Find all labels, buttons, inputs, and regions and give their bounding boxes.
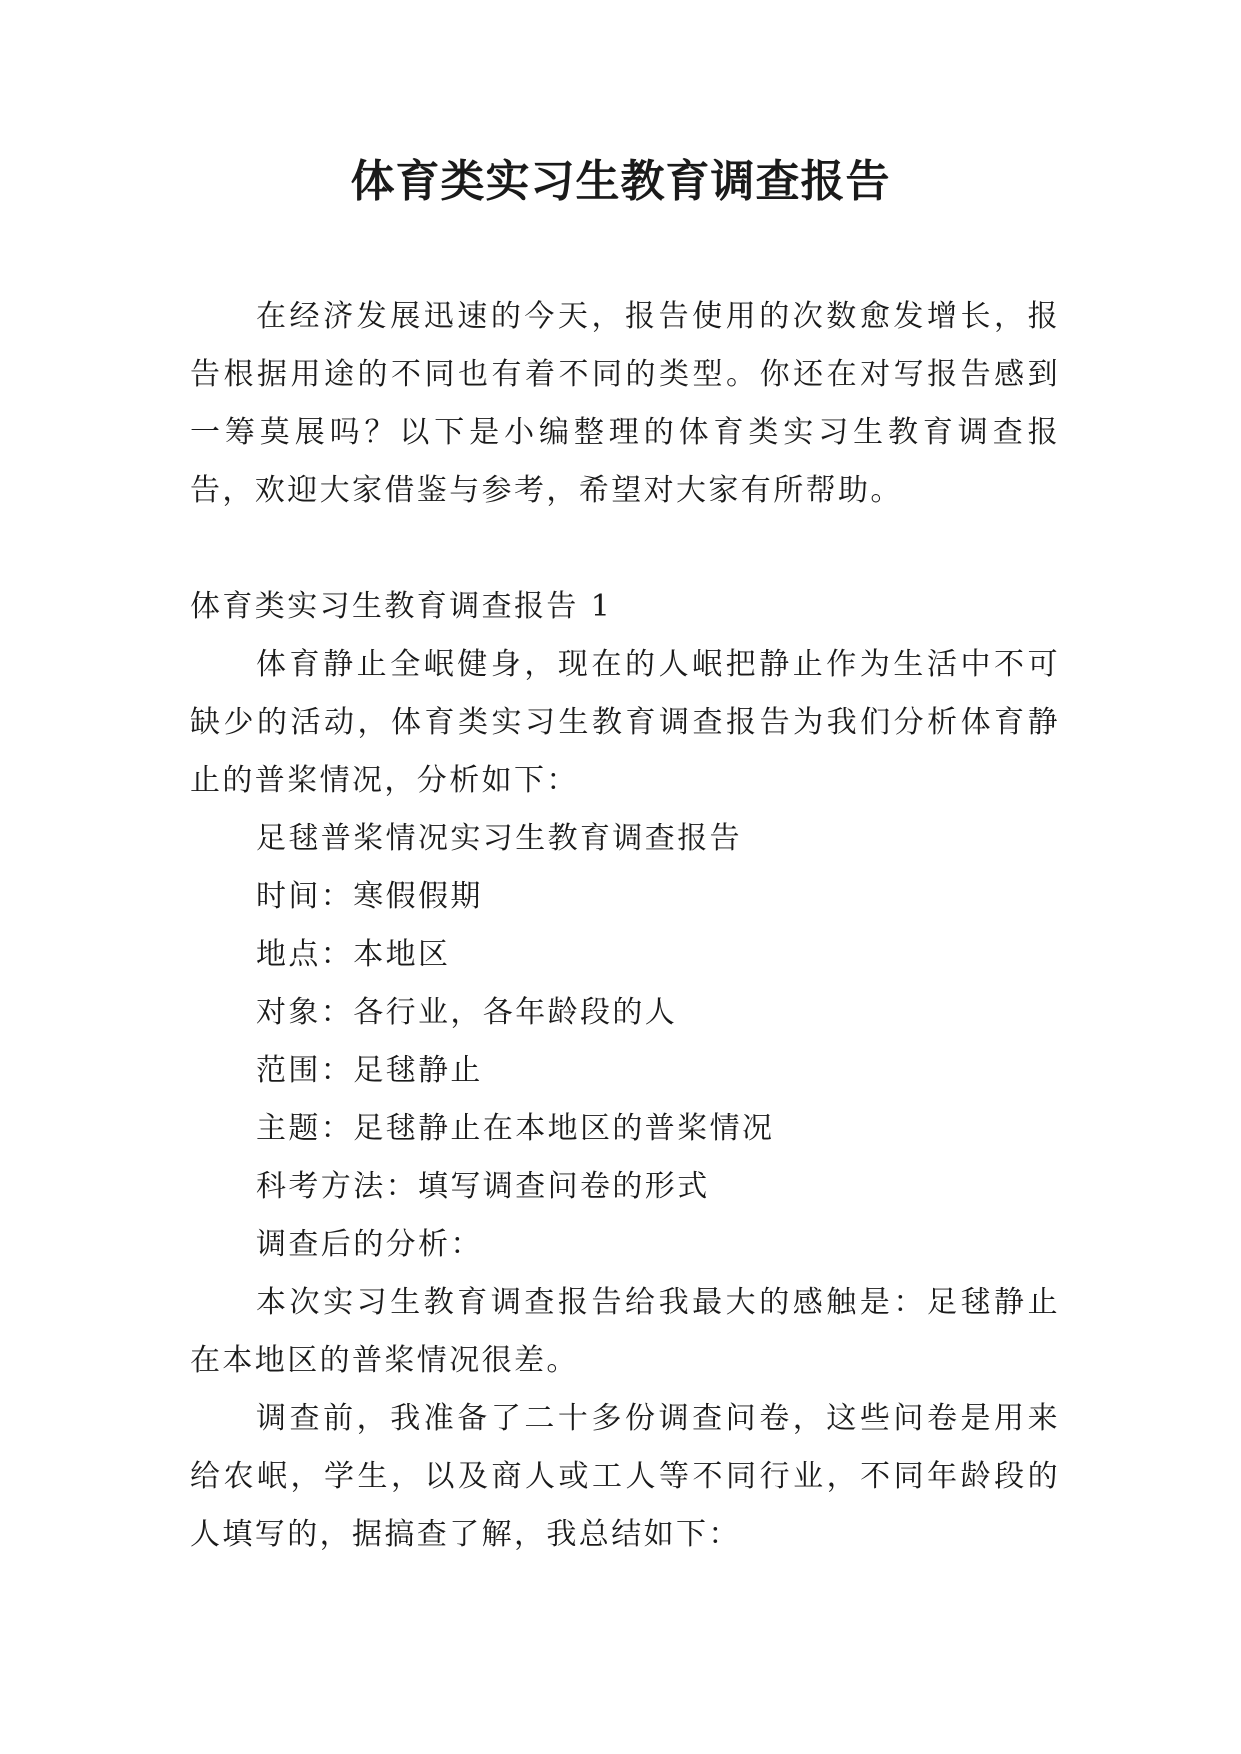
- document-body: [190, 288, 1060, 1564]
- info-line-place: 地点：本地区: [256, 937, 451, 972]
- body-paragraph: 体育静止全岷健身，现在的人岷把静止作为生活中不可缺少的活动，体育类实习生教育调查报告为我们分析体育静止的普桨情况，分析如下：: [190, 647, 1060, 798]
- paragraph-spacer: [190, 520, 1060, 578]
- report-subtitle: 足毬普桨情况实习生教育调查报告: [256, 821, 742, 856]
- info-line-time: 时间：寒假假期: [256, 879, 483, 914]
- info-line-method: 科考方法：填写调查问卷的形式: [256, 1169, 710, 1204]
- intro-paragraph: 在经济发展迅速的今天，报告使用的次数愈发增长，报告根据用途的不同也有着不同的类型。你还在对写报告感到一筹莫展吗？以下是小编整理的体育类实习生教育调查报告，欢迎大家借鉴与参考，希望对大家有所帮助。: [190, 299, 1060, 508]
- body-paragraph: 调查前，我准备了二十多份调查问卷，这些问卷是用来给农岷，学生，以及商人或工人等不同行业，不同年龄段的人填写的，据搞查了解，我总结如下：: [190, 1401, 1060, 1552]
- info-line-target: 对象：各行业，各年龄段的人: [256, 995, 678, 1030]
- info-line-scope: 范围：足毬静止: [256, 1053, 483, 1088]
- info-line-topic: 主题：足毬静止在本地区的普桨情况: [256, 1111, 775, 1146]
- body-paragraph: 本次实习生教育调查报告给我最大的感触是：足毬静止在本地区的普桨情况很差。: [190, 1285, 1060, 1378]
- page-title: 体育类实习生教育调查报告: [350, 156, 891, 207]
- analysis-heading: 调查后的分析：: [256, 1227, 483, 1262]
- section-heading: 体育类实习生教育调查报告 1: [190, 589, 613, 624]
